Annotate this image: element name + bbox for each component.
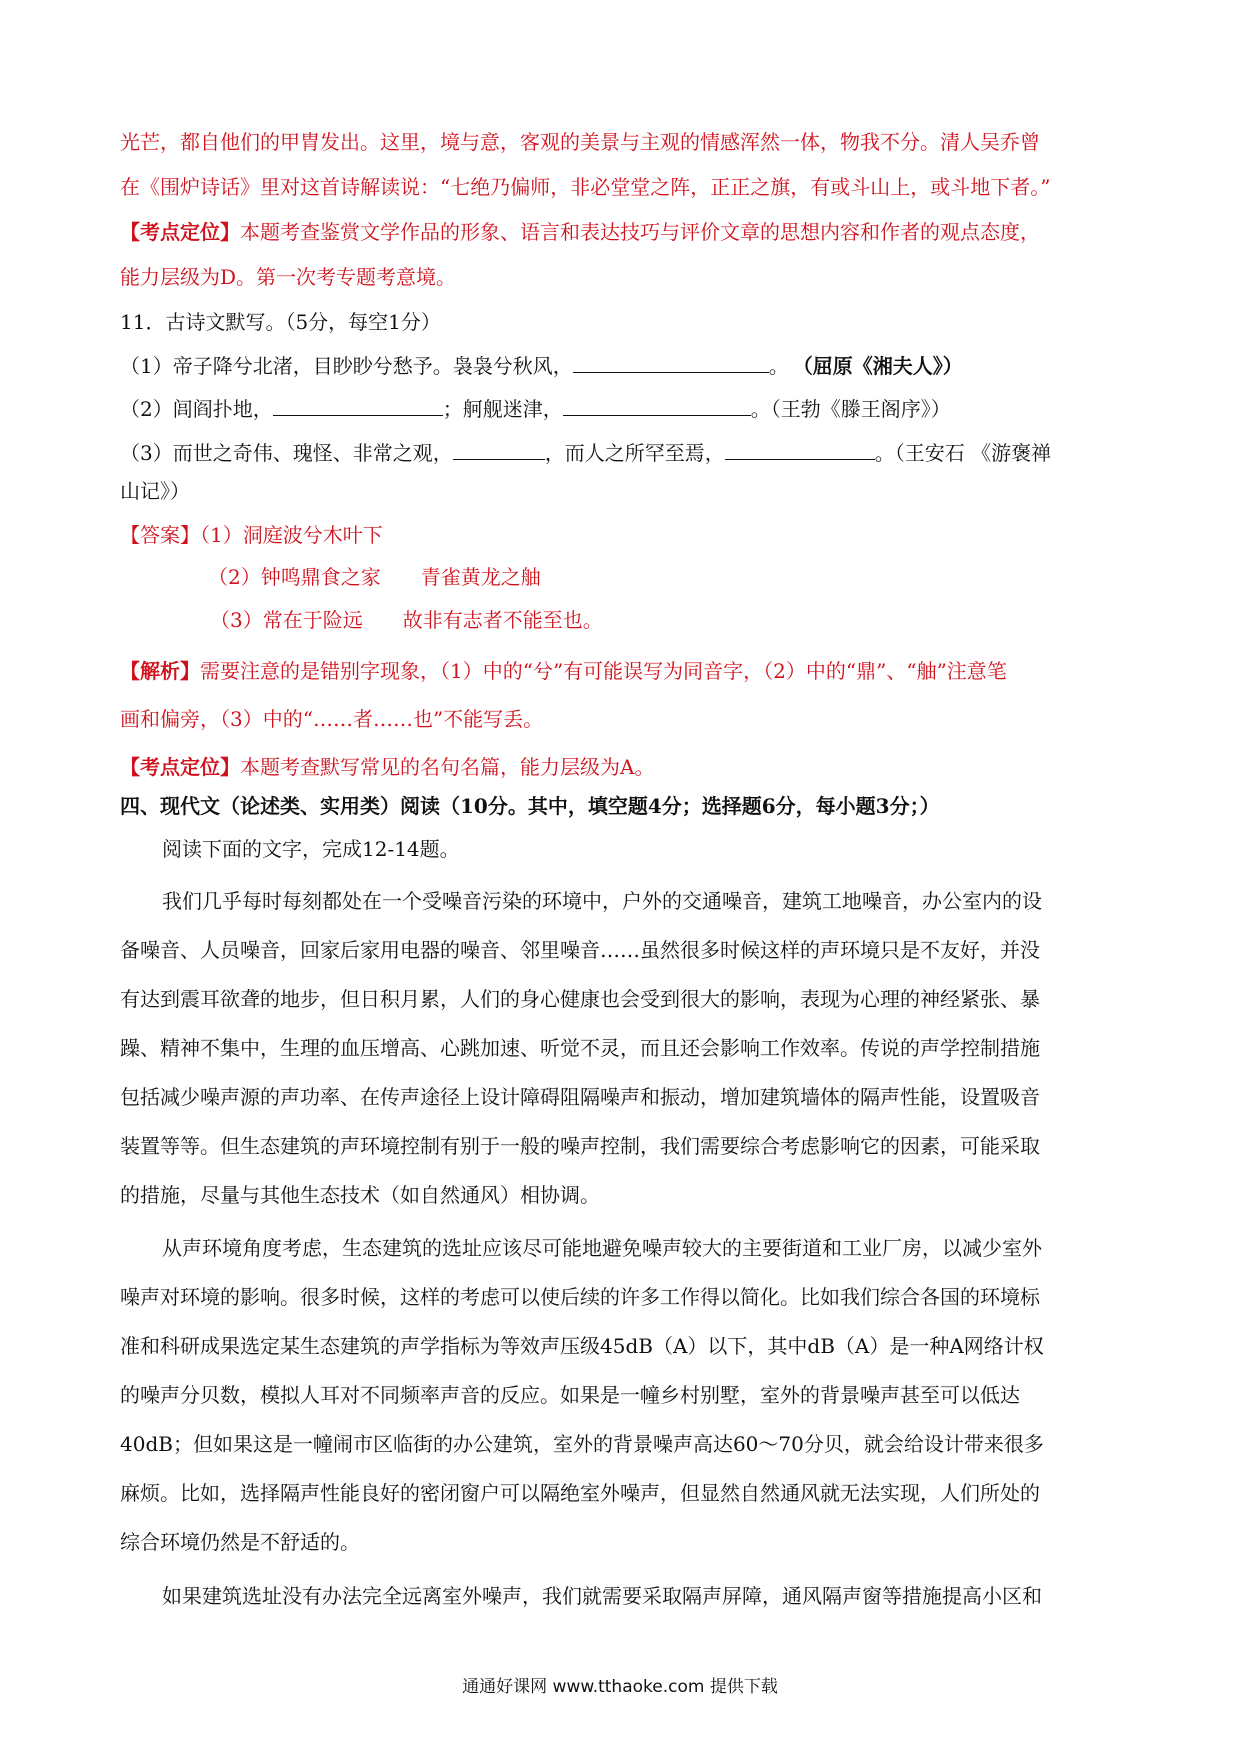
prev-analysis-line-1: 光芒，都自他们的甲胄发出。这里，境与意，客观的美景与主观的情感浑然一体，物我不分。清人吴乔曾 <box>120 130 1040 154</box>
passage-p2-line: 综合环境仍然是不舒适的。 <box>120 1530 360 1554</box>
passage-p2-line: 从声环境角度考虑，生态建筑的选址应该尽可能地避免噪声较大的主要街道和工业厂房，以减少室外 <box>162 1236 1042 1260</box>
item-1-end: 。 <box>768 354 789 378</box>
passage-p2-line: 40dB；但如果这是一幢闹市区临街的办公建筑，室外的背景噪声高达60～70分贝，就会给设计带来很多 <box>120 1432 1044 1456</box>
item-2-text-b: ；舸舰迷津， <box>442 397 563 421</box>
answer-tag: 【答案】 <box>120 523 200 547</box>
answer-line-3: （3）常在于险远 故非有志者不能至也。 <box>210 608 603 632</box>
item-1-text: （1）帝子降兮北渚，目眇眇兮愁予。袅袅兮秋风， <box>120 354 573 378</box>
analysis-line-2: 画和偏旁，（3）中的“……者……也”不能写丢。 <box>120 707 544 731</box>
answer-line-1 <box>120 520 1130 550</box>
passage-p1-line: 的措施，尽量与其他生态技术（如自然通风）相协调。 <box>120 1183 600 1207</box>
question-11-item-3 <box>120 437 1130 468</box>
answer-line-2: （2）钟鸣鼎食之家 青雀黄龙之舳 <box>208 565 541 589</box>
passage-p2-line: 的噪声分贝数，模拟人耳对不同频率声音的反应。如果是一幢乡村别墅，室外的背景噪声甚至可以低达 <box>120 1383 1020 1407</box>
passage-p1-line: 备噪音、人员噪音，回家后家用电器的噪音、邻里噪音……虽然很多时候这样的声环境只是不友好，并没 <box>120 938 1040 962</box>
question-11-item-3-cont: 山记》） <box>120 479 190 503</box>
question-11-item-1 <box>120 350 1130 381</box>
passage-p1-line: 我们几乎每时每刻都处在一个受噪音污染的环境中，户外的交通噪音，建筑工地噪音，办公室内的设 <box>162 889 1042 913</box>
analysis-tag: 【解析】 <box>120 659 200 683</box>
item-1-blank <box>573 350 769 373</box>
section-4-instruction: 阅读下面的文字，完成12-14题。 <box>162 837 460 861</box>
item-3-blank-2 <box>725 437 875 460</box>
item-2-blank-1 <box>273 393 443 416</box>
passage-p3-line: 如果建筑选址没有办法完全远离室外噪声，我们就需要采取隔声屏障，通风隔声窗等措施提高小区和 <box>162 1584 1042 1608</box>
passage-p2-line: 噪声对环境的影响。很多时候，这样的考虑可以使后续的许多工作得以简化。比如我们综合各国的环境标 <box>120 1285 1040 1309</box>
answer-1: （1）洞庭波兮木叶下 <box>200 523 383 547</box>
item-2-text-a: （2）闾阎扑地， <box>120 397 273 421</box>
section-4-heading: 四、现代文（论述类、实用类）阅读（10分。其中，填空题4分；选择题6分，每小题3分；） <box>120 794 940 818</box>
kaodian-2-line <box>120 752 1130 782</box>
item-2-text-c: 。（王勃《滕王阁序》） <box>750 397 951 421</box>
item-2-blank-2 <box>563 393 751 416</box>
passage-p1-line: 有达到震耳欲聋的地步，但日积月累，人们的身心健康也会受到很大的影响，表现为心理的神经紧张、暴 <box>120 987 1040 1011</box>
item-3-text-c: 。（王安石 《游褒禅 <box>874 441 1052 465</box>
item-3-text-a: （3）而世之奇伟、瑰怪、非常之观， <box>120 441 453 465</box>
kaodian-2-text: 本题考查默写常见的名句名篇，能力层级为A。 <box>240 755 655 779</box>
question-11-title: 11．古诗文默写。（5分，每空1分） <box>120 310 441 334</box>
kaodian-1-line-2: 能力层级为D。第一次考专题考意境。 <box>120 265 457 289</box>
passage-p1-line: 装置等等。但生态建筑的声环境控制有别于一般的噪声控制，我们需要综合考虑影响它的因素，可能采取 <box>120 1134 1040 1158</box>
kaodian-1-text-1: 本题考查鉴赏文学作品的形象、语言和表达技巧与评价文章的思想内容和作者的观点态度， <box>240 220 1040 244</box>
analysis-line-1 <box>120 656 1130 686</box>
passage-p1-line: 包括减少噪声源的声功率、在传声途径上设计障碍阻隔噪声和振动，增加建筑墙体的隔声性能，设置吸音 <box>120 1085 1040 1109</box>
item-3-blank-1 <box>453 437 545 460</box>
kaodian-1-line-1 <box>120 217 1130 247</box>
passage-p2-line: 麻烦。比如，选择隔声性能良好的密闭窗户可以隔绝室外噪声，但显然自然通风就无法实现，人们所处的 <box>120 1481 1040 1505</box>
question-11-item-2 <box>120 393 1130 424</box>
page-footer: 通通好课网 www.tthaoke.com 提供下载 <box>462 1677 778 1697</box>
analysis-text-1: 需要注意的是错别字现象，（1）中的“兮”有可能误写为同音字，（2）中的“鼎”、“舳”注意笔 <box>200 659 1007 683</box>
item-3-text-b: ，而人之所罕至焉， <box>544 441 725 465</box>
kaodian-1-tag: 【考点定位】 <box>120 220 240 244</box>
kaodian-2-tag: 【考点定位】 <box>120 755 240 779</box>
passage-p1-line: 躁、精神不集中，生理的血压增高、心跳加速、听觉不灵，而且还会影响工作效率。传说的声学控制措施 <box>120 1036 1040 1060</box>
passage-p2-line: 准和科研成果选定某生态建筑的声学指标为等效声压级45dB（A）以下，其中dB（A）是一种A网络计权 <box>120 1334 1044 1358</box>
item-1-source: （屈原《湘夫人》） <box>802 354 963 378</box>
prev-analysis-line-2: 在《围炉诗话》里对这首诗解读说：“七绝乃偏师，非必堂堂之阵，正正之旗，有或斗山上，或斗地下者。” <box>120 175 1051 199</box>
